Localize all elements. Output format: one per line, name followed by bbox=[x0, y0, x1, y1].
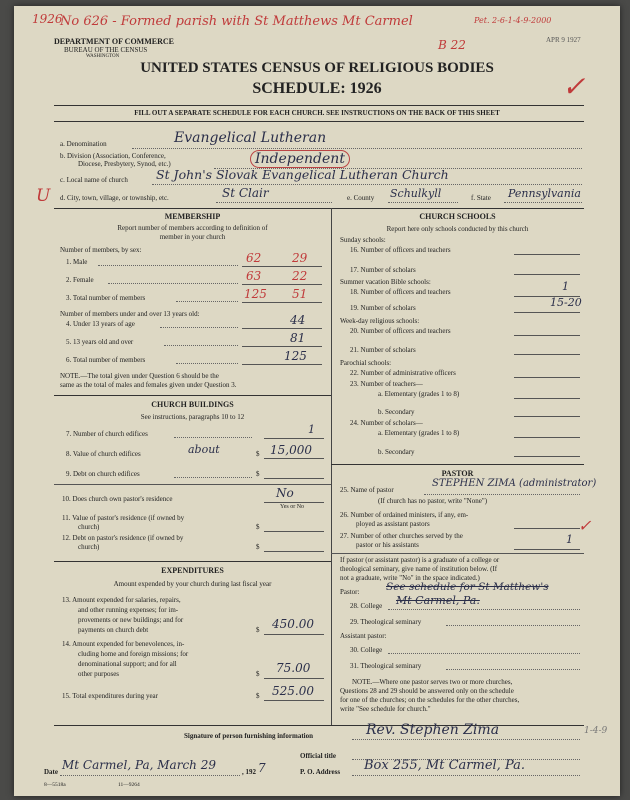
po-address-value: Box 255, Mt Carmel, Pa. bbox=[364, 758, 525, 773]
year-note: 1926 bbox=[32, 12, 63, 26]
expenditures-heading: EXPENDITURES bbox=[161, 566, 224, 575]
q7-label: 7. Number of church edifices bbox=[66, 430, 148, 438]
buildings-instructions: See instructions, paragraphs 10 to 12 bbox=[140, 413, 245, 421]
q10-label: 10. Does church own pastor's residence bbox=[62, 495, 173, 503]
q22-label: 22. Number of administrative officers bbox=[350, 369, 456, 377]
q6-value: 125 bbox=[284, 349, 307, 363]
city-label: d. City, town, village, or township, etc. bbox=[60, 194, 169, 202]
division-value: Independent bbox=[250, 150, 350, 168]
graduate-instructions: If pastor (or assistant pastor) is a graduate of a college or bbox=[340, 556, 500, 564]
q8-label: 8. Value of church edifices bbox=[66, 450, 141, 458]
q11-dollar: $ bbox=[256, 523, 260, 531]
q19-value: 15-20 bbox=[550, 296, 582, 309]
assistant-pastor-label: Assistant pastor: bbox=[340, 632, 387, 640]
q6-label: 6. Total number of members bbox=[66, 356, 146, 364]
graduate-instructions-2: theological seminary, give name of institution below. (If bbox=[340, 565, 498, 573]
q17-label: 17. Number of scholars bbox=[350, 266, 416, 274]
membership-note: NOTE.—The total given under Question 6 should be the bbox=[60, 372, 219, 380]
division-label: b. Division (Association, Conference, bbox=[60, 152, 166, 160]
pastor-note-3: for one of the churches; on the schedules for the other churches, bbox=[340, 696, 520, 704]
date-label: Date bbox=[44, 768, 58, 776]
q12-label: 12. Debt on pastor's residence (if owned by bbox=[62, 534, 184, 542]
schools-intro: Report here only schools conducted by this church bbox=[386, 225, 529, 233]
membership-intro: Report number of members according to definition of bbox=[117, 224, 268, 232]
q13-label-4: payments on church debt bbox=[78, 626, 149, 634]
q4-value: 44 bbox=[290, 313, 306, 327]
q2-value: 63 bbox=[246, 269, 262, 283]
pastor-heading: PASTOR bbox=[441, 469, 474, 478]
q14-value: 75.00 bbox=[276, 661, 311, 675]
q5-value: 81 bbox=[290, 331, 306, 345]
q13-label: 13. Amount expended for salaries, repairs, bbox=[62, 596, 181, 604]
pastor-label: Pastor: bbox=[340, 588, 360, 596]
year-label: , 192 bbox=[242, 768, 256, 776]
q26-label: 26. Number of ordained ministers, if any, em- bbox=[340, 511, 469, 519]
department-name: DEPARTMENT OF COMMERCE bbox=[54, 37, 175, 46]
q24b-label: b. Secondary bbox=[378, 448, 415, 456]
q23b-label: b. Secondary bbox=[378, 408, 415, 416]
county-label: e. County bbox=[347, 194, 375, 202]
q11-label-2: church) bbox=[78, 523, 100, 531]
members-by-sex-label: Number of members, by sex: bbox=[60, 246, 142, 254]
q2-label: 2. Female bbox=[66, 276, 94, 284]
state-label: f. State bbox=[471, 194, 491, 202]
q10-value: No bbox=[276, 486, 294, 500]
signature-label: Signature of person furnishing information bbox=[184, 732, 313, 740]
q5-label: 5. 13 years old and over bbox=[66, 338, 134, 346]
denomination-value: Evangelical Lutheran bbox=[174, 130, 327, 146]
q27-label-2: pastor or his assistants bbox=[356, 541, 419, 549]
date-value: Mt Carmel, Pa, March 29 bbox=[62, 758, 216, 772]
q21-label: 21. Number of scholars bbox=[350, 346, 416, 354]
q1-value: 62 bbox=[246, 251, 262, 265]
form-number-2: 11—9264 bbox=[118, 782, 140, 788]
form-number: 8—5518a bbox=[44, 782, 66, 788]
q14-dollar: $ bbox=[256, 670, 260, 678]
q14-label-3: denominational support; and for all bbox=[78, 660, 177, 668]
members-13-label: Number of members under and over 13 years old: bbox=[60, 310, 200, 318]
division-label-2: Diocese, Presbytery, Synod, etc.) bbox=[78, 160, 171, 168]
q20-label: 20. Number of officers and teachers bbox=[350, 327, 451, 335]
q9-dollar: $ bbox=[256, 470, 260, 478]
q15-dollar: $ bbox=[256, 692, 260, 700]
q12-label-2: church) bbox=[78, 543, 100, 551]
city-name: WASHINGTON bbox=[86, 54, 120, 59]
q27-checkmark: ✓ bbox=[578, 516, 592, 535]
q18-label: 18. Number of officers and teachers bbox=[350, 288, 451, 296]
q1-value-2: 29 bbox=[292, 251, 308, 265]
q12-dollar: $ bbox=[256, 543, 260, 551]
q3-value: 125 bbox=[244, 287, 267, 301]
membership-note-2: same as the total of males and females given under Question 3. bbox=[60, 381, 237, 389]
q14-label-2: cluding home and foreign missions; for bbox=[78, 650, 189, 658]
year-value: 7 bbox=[258, 761, 266, 775]
q9-label: 9. Debt on church edifices bbox=[66, 470, 140, 478]
q8-qualifier: about bbox=[188, 443, 220, 456]
q25-hint: (If church has no pastor, write "None") bbox=[378, 497, 488, 505]
q8-dollar: $ bbox=[256, 450, 260, 458]
q24a-label: a. Elementary (grades 1 to 8) bbox=[378, 429, 460, 437]
received-date-stamp: APR 9 1927 bbox=[546, 36, 581, 44]
q3-label: 3. Total number of members bbox=[66, 294, 146, 302]
pastor-note-4: write "See schedule for church." bbox=[340, 705, 431, 713]
q28-label: 28. College bbox=[350, 602, 383, 610]
form-title: UNITED STATES CENSUS OF RELIGIOUS BODIES bbox=[140, 60, 494, 76]
official-title-label: Official title bbox=[300, 752, 336, 760]
q1-label: 1. Male bbox=[66, 258, 88, 266]
county-value: Schulkyll bbox=[390, 187, 442, 200]
q18-value: 1 bbox=[562, 280, 569, 293]
parochial-schools-label: Parochial schools: bbox=[340, 359, 392, 367]
side-note: 1-4-9 bbox=[584, 726, 608, 736]
q27-label: 27. Number of other churches served by the bbox=[340, 532, 463, 540]
pastor-college-note: See schedule for St Matthew's bbox=[386, 581, 549, 593]
stamp-number: B 22 bbox=[438, 38, 466, 52]
q29-label: 29. Theological seminary bbox=[350, 618, 422, 626]
q16-label: 16. Number of officers and teachers bbox=[350, 246, 451, 254]
denomination-label: a. Denomination bbox=[60, 140, 107, 148]
po-address-label: P. O. Address bbox=[300, 768, 341, 776]
q13-dollar: $ bbox=[256, 626, 260, 634]
q19-label: 19. Number of scholars bbox=[350, 304, 416, 312]
state-value: Pennsylvania bbox=[508, 187, 581, 200]
q25-label: 25. Name of pastor bbox=[340, 486, 394, 494]
q13-value: 450.00 bbox=[272, 617, 314, 631]
q14-label-4: other purposes bbox=[78, 670, 120, 678]
city-value: St Clair bbox=[222, 186, 269, 200]
membership-heading: MEMBERSHIP bbox=[164, 212, 221, 221]
bureau-name: BUREAU OF THE CENSUS bbox=[64, 46, 148, 54]
q4-label: 4. Under 13 years of age bbox=[66, 320, 135, 328]
q2-value-2: 22 bbox=[292, 269, 308, 283]
q3-value-2: 51 bbox=[292, 287, 308, 301]
schedule-title: SCHEDULE: 1926 bbox=[252, 80, 382, 97]
expenditures-intro: Amount expended by your church during last fiscal year bbox=[113, 580, 272, 588]
buildings-heading: CHURCH BUILDINGS bbox=[151, 400, 234, 409]
top-right-note: Pet. 2-6-1-4-9-2000 bbox=[474, 16, 552, 25]
q11-label: 11. Value of pastor's residence (if owned by bbox=[62, 514, 185, 522]
q7-value: 1 bbox=[308, 423, 315, 436]
q30-label: 30. College bbox=[350, 646, 383, 654]
weekday-schools-label: Week-day religious schools: bbox=[340, 317, 420, 325]
census-schedule-sheet bbox=[14, 6, 620, 796]
sunday-schools-label: Sunday schools: bbox=[340, 236, 386, 244]
q15-label: 15. Total expenditures during year bbox=[62, 692, 158, 700]
q31-label: 31. Theological seminary bbox=[350, 662, 422, 670]
pastor-note: NOTE.—Where one pastor serves two or more churches, bbox=[352, 678, 513, 686]
q23-label: 23. Number of teachers— bbox=[350, 380, 423, 388]
graduate-instructions-3: not a graduate, write "No" in the space indicated.) bbox=[340, 574, 480, 582]
q8-value: 15,000 bbox=[270, 443, 312, 457]
signature-value: Rev. Stephen Zima bbox=[366, 722, 500, 738]
q26-label-2: ployed as assistant pastors bbox=[356, 520, 430, 528]
red-checkmark: ✓ bbox=[562, 70, 586, 103]
q25-value: STEPHEN ZIMA (administrator) bbox=[432, 478, 597, 489]
schools-heading: CHURCH SCHOOLS bbox=[419, 212, 496, 221]
summer-schools-label: Summer vacation Bible schools: bbox=[340, 278, 431, 286]
q28-value: Mt Carmel, Pa. bbox=[396, 594, 480, 607]
q10-yes-no-hint: Yes or No bbox=[280, 504, 305, 510]
instruction-line: FILL OUT A SEPARATE SCHEDULE FOR EACH CHURCH. SEE INSTRUCTIONS ON THE BACK OF THIS SHEET bbox=[134, 109, 500, 117]
q15-value: 525.00 bbox=[272, 684, 314, 698]
q27-value: 1 bbox=[566, 533, 573, 546]
church-name-label: c. Local name of church bbox=[60, 176, 128, 184]
membership-intro-2: member in your church bbox=[159, 233, 226, 241]
q23a-label: a. Elementary (grades 1 to 8) bbox=[378, 390, 460, 398]
margin-mark: U bbox=[36, 186, 51, 206]
pastor-note-2: Questions 28 and 29 should be answered only on the schedule bbox=[340, 687, 514, 695]
q13-label-3: provements or new buildings; and for bbox=[78, 616, 184, 624]
church-name-value: St John's Slovak Evangelical Lutheran Church bbox=[156, 167, 449, 182]
q14-label: 14. Amount expended for benevolences, in- bbox=[62, 640, 185, 648]
q24-label: 24. Number of scholars— bbox=[350, 419, 423, 427]
parish-note: No 626 - Formed parish with St Matthews Mt Carmel bbox=[60, 14, 413, 29]
q13-label-2: and other running expenses; for im- bbox=[78, 606, 179, 614]
